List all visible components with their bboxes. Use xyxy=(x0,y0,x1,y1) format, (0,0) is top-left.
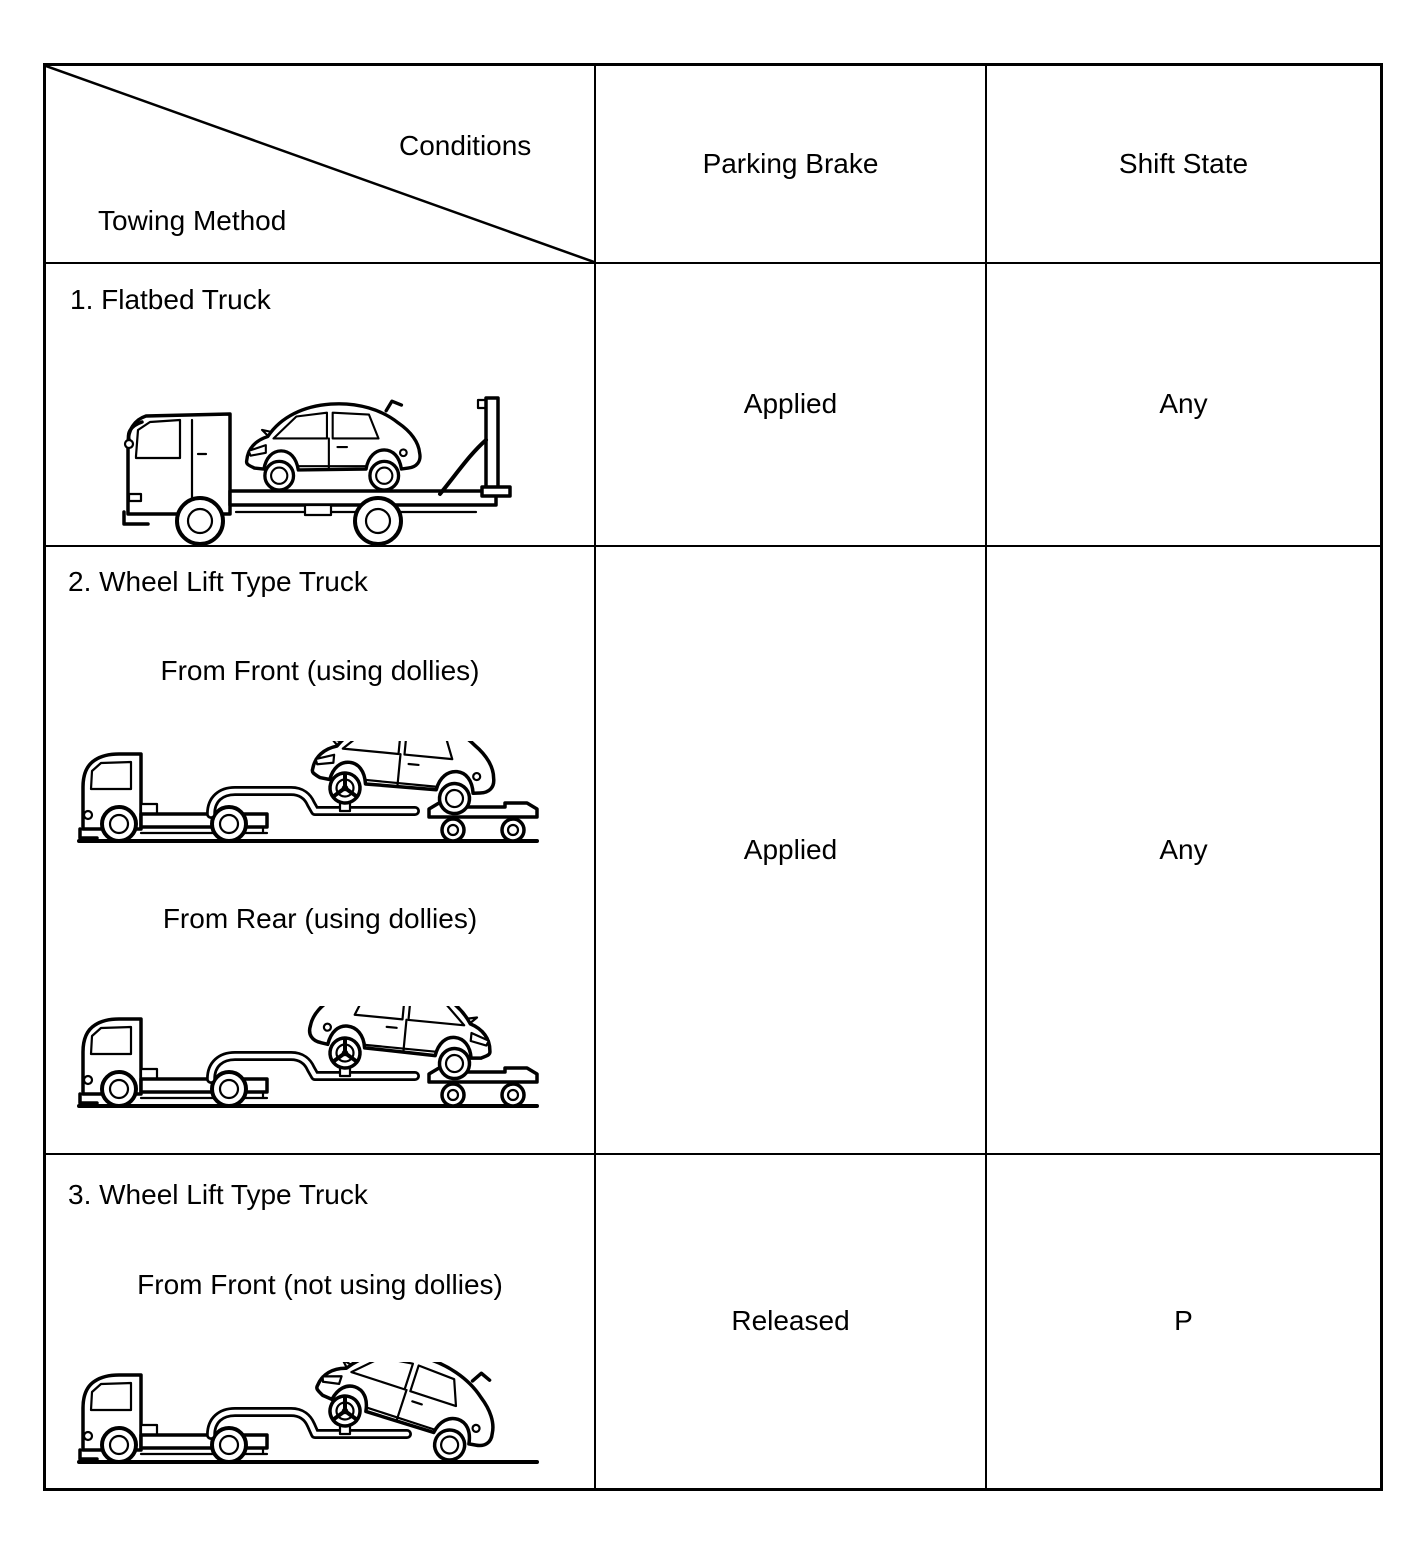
value-text: Any xyxy=(1159,388,1208,420)
value-text: Any xyxy=(1159,833,1208,865)
variant-label-from-front: From Front (using dollies) xyxy=(160,655,480,686)
wheel-lift-from-front-no-dollies-illustration xyxy=(75,1362,545,1470)
corner-conditions-label: Conditions xyxy=(399,130,532,161)
value-text: Released xyxy=(731,1305,850,1337)
value-text: Applied xyxy=(743,833,838,865)
value-text: P xyxy=(1174,1305,1193,1337)
method-cell-flatbed-truck xyxy=(46,264,596,547)
shift-state-value-wheel-lift-no-dollies xyxy=(987,1155,1380,1488)
wheel-lift-from-front-dollies-illustration xyxy=(75,741,545,849)
parking-brake-value-wheel-lift-no-dollies xyxy=(596,1155,987,1488)
variant-label-from-rear: From Rear (using dollies) xyxy=(162,903,478,934)
wheel-lift-from-rear-dollies-illustration xyxy=(75,1006,545,1114)
method-title: 3. Wheel Lift Type Truck xyxy=(68,1179,368,1210)
method-cell-wheel-lift-dollies xyxy=(46,547,596,1155)
column-header-parking-brake xyxy=(596,66,987,264)
variant-label-from-front-no-dollies: From Front (not using dollies) xyxy=(137,1269,503,1300)
corner-towing-method-label: Towing Method xyxy=(98,205,287,236)
method-title: 1. Flatbed Truck xyxy=(70,284,271,315)
parking-brake-value-flatbed xyxy=(596,264,987,547)
shift-state-header-label: Shift State xyxy=(1118,147,1249,179)
column-header-shift-state xyxy=(987,66,1380,264)
value-text: Applied xyxy=(743,388,838,420)
flatbed-truck-illustration xyxy=(120,392,520,547)
parking-brake-header-label: Parking Brake xyxy=(702,147,879,179)
table-corner-cell xyxy=(46,66,596,264)
towing-method-table xyxy=(43,63,1383,1491)
shift-state-value-wheel-lift-dollies xyxy=(987,547,1380,1155)
method-title: 2. Wheel Lift Type Truck xyxy=(68,566,368,597)
method-cell-wheel-lift-no-dollies xyxy=(46,1155,596,1488)
shift-state-value-flatbed xyxy=(987,264,1380,547)
parking-brake-value-wheel-lift-dollies xyxy=(596,547,987,1155)
